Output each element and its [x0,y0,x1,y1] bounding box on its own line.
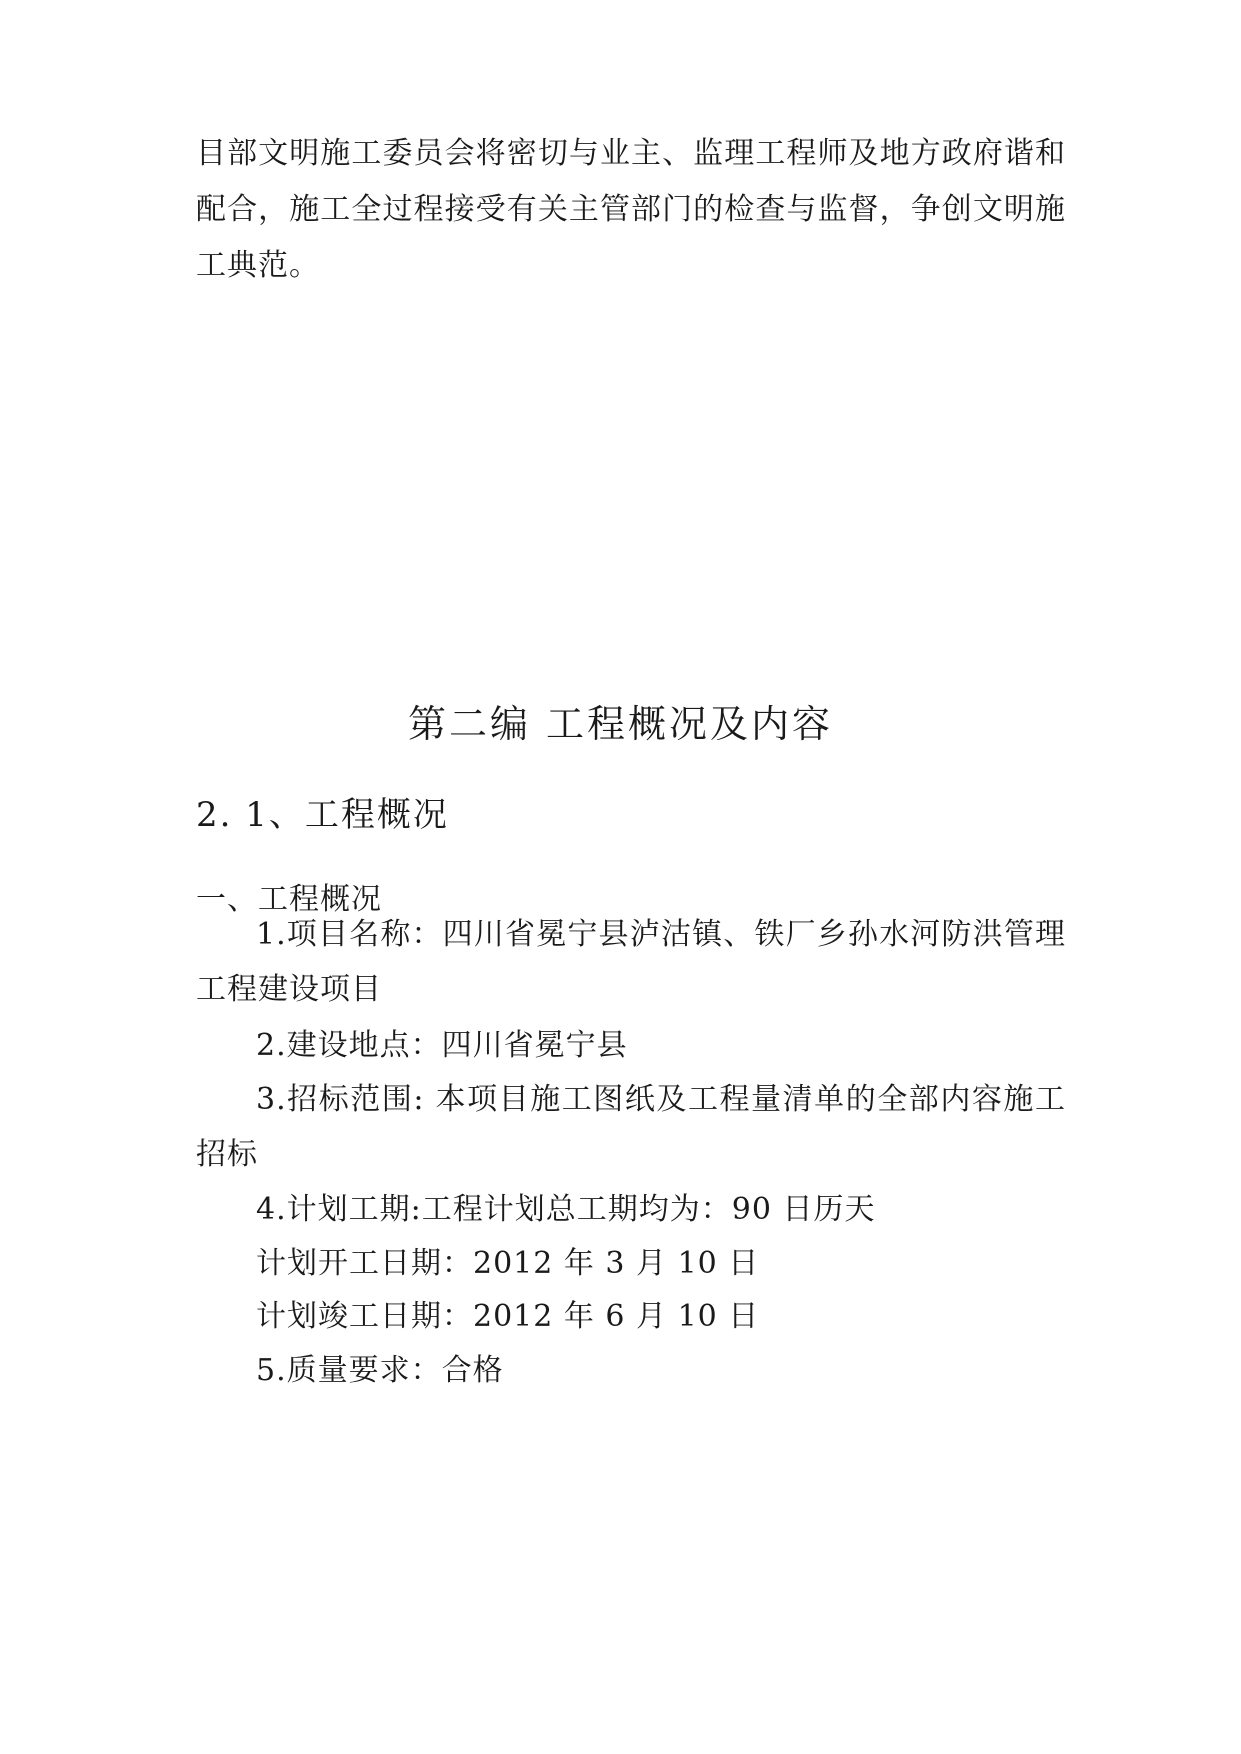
intro-line-3: 工典范。 [196,248,320,283]
quality-line: 5.质量要求：合格 [256,1353,504,1388]
part-title: 第二编 工程概况及内容 [407,702,834,746]
scope-line-2: 招标 [196,1137,258,1172]
subsection-heading: 一、工程概况 [196,882,382,917]
section-heading: 2. 1、工程概况 [196,795,449,835]
end-date-line: 计划竣工日期：2012 年 6 月 10 日 [256,1299,760,1334]
location-line: 2.建设地点：四川省冕宁县 [256,1028,628,1063]
schedule-line: 4.计划工期:工程计划总工期均为：90 日历天 [256,1192,876,1227]
scope-line-1: 3.招标范围: 本项目施工图纸及工程量清单的全部内容施工 [256,1082,1066,1117]
intro-line-2: 配合，施工全过程接受有关主管部门的检查与监督，争创文明施 [196,192,1066,227]
start-date-line: 计划开工日期：2012 年 3 月 10 日 [256,1246,760,1281]
project-name-line-1: 1.项目名称：四川省冕宁县泸沽镇、铁厂乡孙水河防洪管理 [256,917,1066,952]
project-name-line-2: 工程建设项目 [196,972,382,1007]
intro-line-1: 目部文明施工委员会将密切与业主、监理工程师及地方政府谐和 [196,136,1066,171]
